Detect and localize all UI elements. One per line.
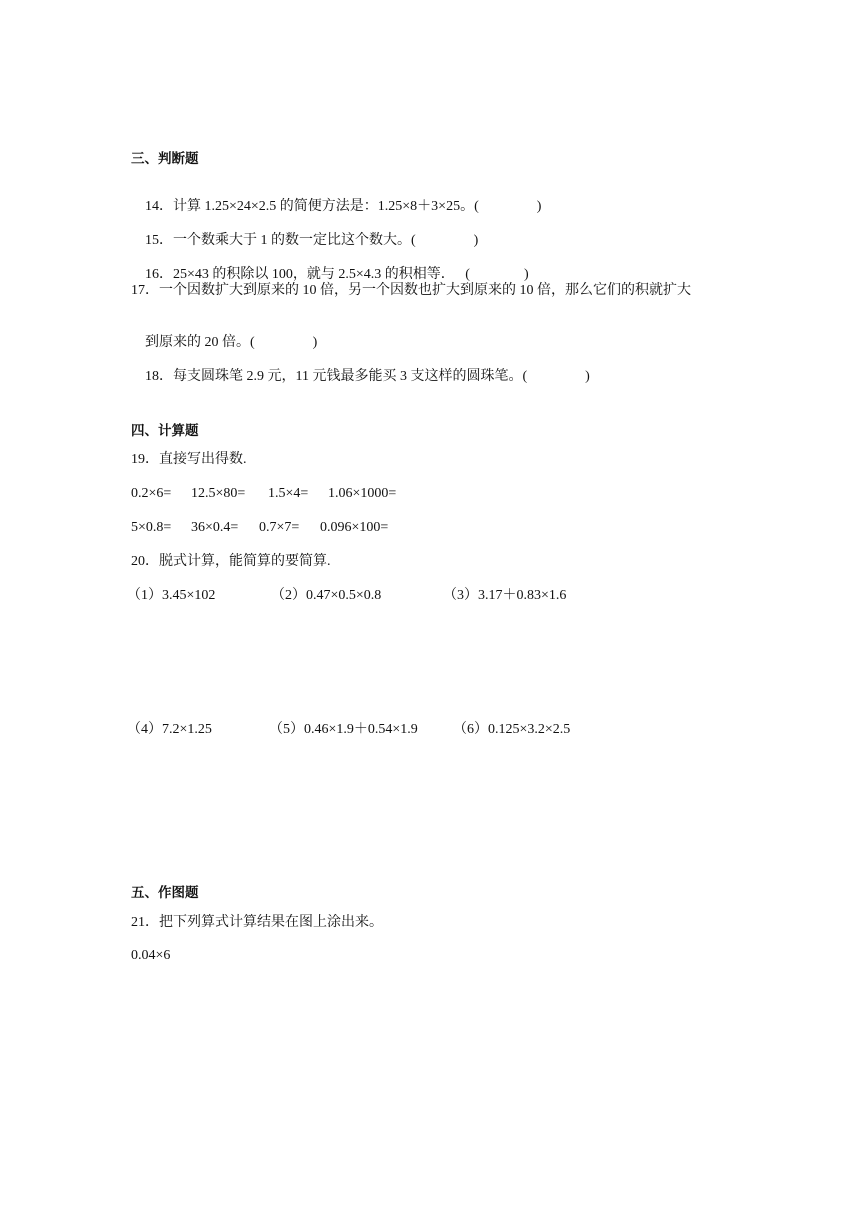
- oral-calc-item: 0.7×7=: [259, 520, 300, 535]
- question-14-text: 14．计算 1.25×24×2.5 的简便方法是：1.25×8＋3×25。(: [145, 199, 479, 214]
- question-15-text: 15．一个数乘大于 1 的数一定比这个数大。(: [145, 233, 416, 248]
- question-21-expression: 0.04×6: [131, 948, 171, 963]
- oral-calc-item: 12.5×80=: [191, 486, 246, 501]
- section-heading-calculation: 四、计算题: [131, 423, 199, 439]
- oral-calc-item: 36×0.4=: [191, 520, 239, 535]
- step-calc-item: （4）7.2×1.25: [127, 722, 212, 737]
- question-16: 16．25×43 的积除以 100，就与 2.5×4.3 的积相等． ( ): [145, 267, 529, 282]
- question-20-row-1: [127, 587, 567, 677]
- question-14: 14．计算 1.25×24×2.5 的简便方法是：1.25×8＋3×25。( ): [145, 199, 542, 214]
- step-calc-item: （5）0.46×1.9＋0.54×1.9: [269, 722, 418, 737]
- question-16-text: 16．25×43 的积除以 100，就与 2.5×4.3 的积相等． (: [145, 267, 470, 282]
- step-calc-item: （1）3.45×102: [127, 588, 216, 603]
- question-21-prompt: 21．把下列算式计算结果在图上涂出来。: [131, 915, 383, 930]
- step-calc-item: （2）0.47×0.5×0.8: [271, 588, 382, 603]
- oral-calc-item: 1.06×1000=: [328, 486, 397, 501]
- oral-calc-item: 5×0.8=: [131, 520, 172, 535]
- question-20-row-2: [127, 721, 571, 811]
- question-18: 18．每支圆珠笔 2.9 元，11 元钱最多能买 3 支这样的圆珠笔。( ): [145, 369, 590, 384]
- oral-calc-item: 0.2×6=: [131, 486, 172, 501]
- question-19-prompt: 19．直接写出得数.: [131, 452, 247, 467]
- question-17-line1: 17．一个因数扩大到原来的 10 倍，另一个因数也扩大到原来的 10 倍，那么它们的积就扩大: [131, 283, 691, 298]
- oral-calc-item: 0.096×100=: [320, 520, 389, 535]
- question-18-text: 18．每支圆珠笔 2.9 元，11 元钱最多能买 3 支这样的圆珠笔。(: [145, 369, 528, 384]
- question-17-line2: 到原来的 20 倍。( ): [145, 335, 318, 350]
- question-17-text: 到原来的 20 倍。(: [145, 335, 255, 350]
- section-heading-drawing: 五、作图题: [131, 885, 199, 901]
- question-15: 15．一个数乘大于 1 的数一定比这个数大。( ): [145, 233, 479, 248]
- step-calc-item: （6）0.125×3.2×2.5: [453, 722, 571, 737]
- section-heading-judgment: 三、判断题: [131, 151, 199, 167]
- step-calc-item: （3）3.17＋0.83×1.6: [443, 588, 567, 603]
- question-20-prompt: 20．脱式计算，能简算的要简算.: [131, 554, 331, 569]
- oral-calc-item: 1.5×4=: [268, 486, 309, 501]
